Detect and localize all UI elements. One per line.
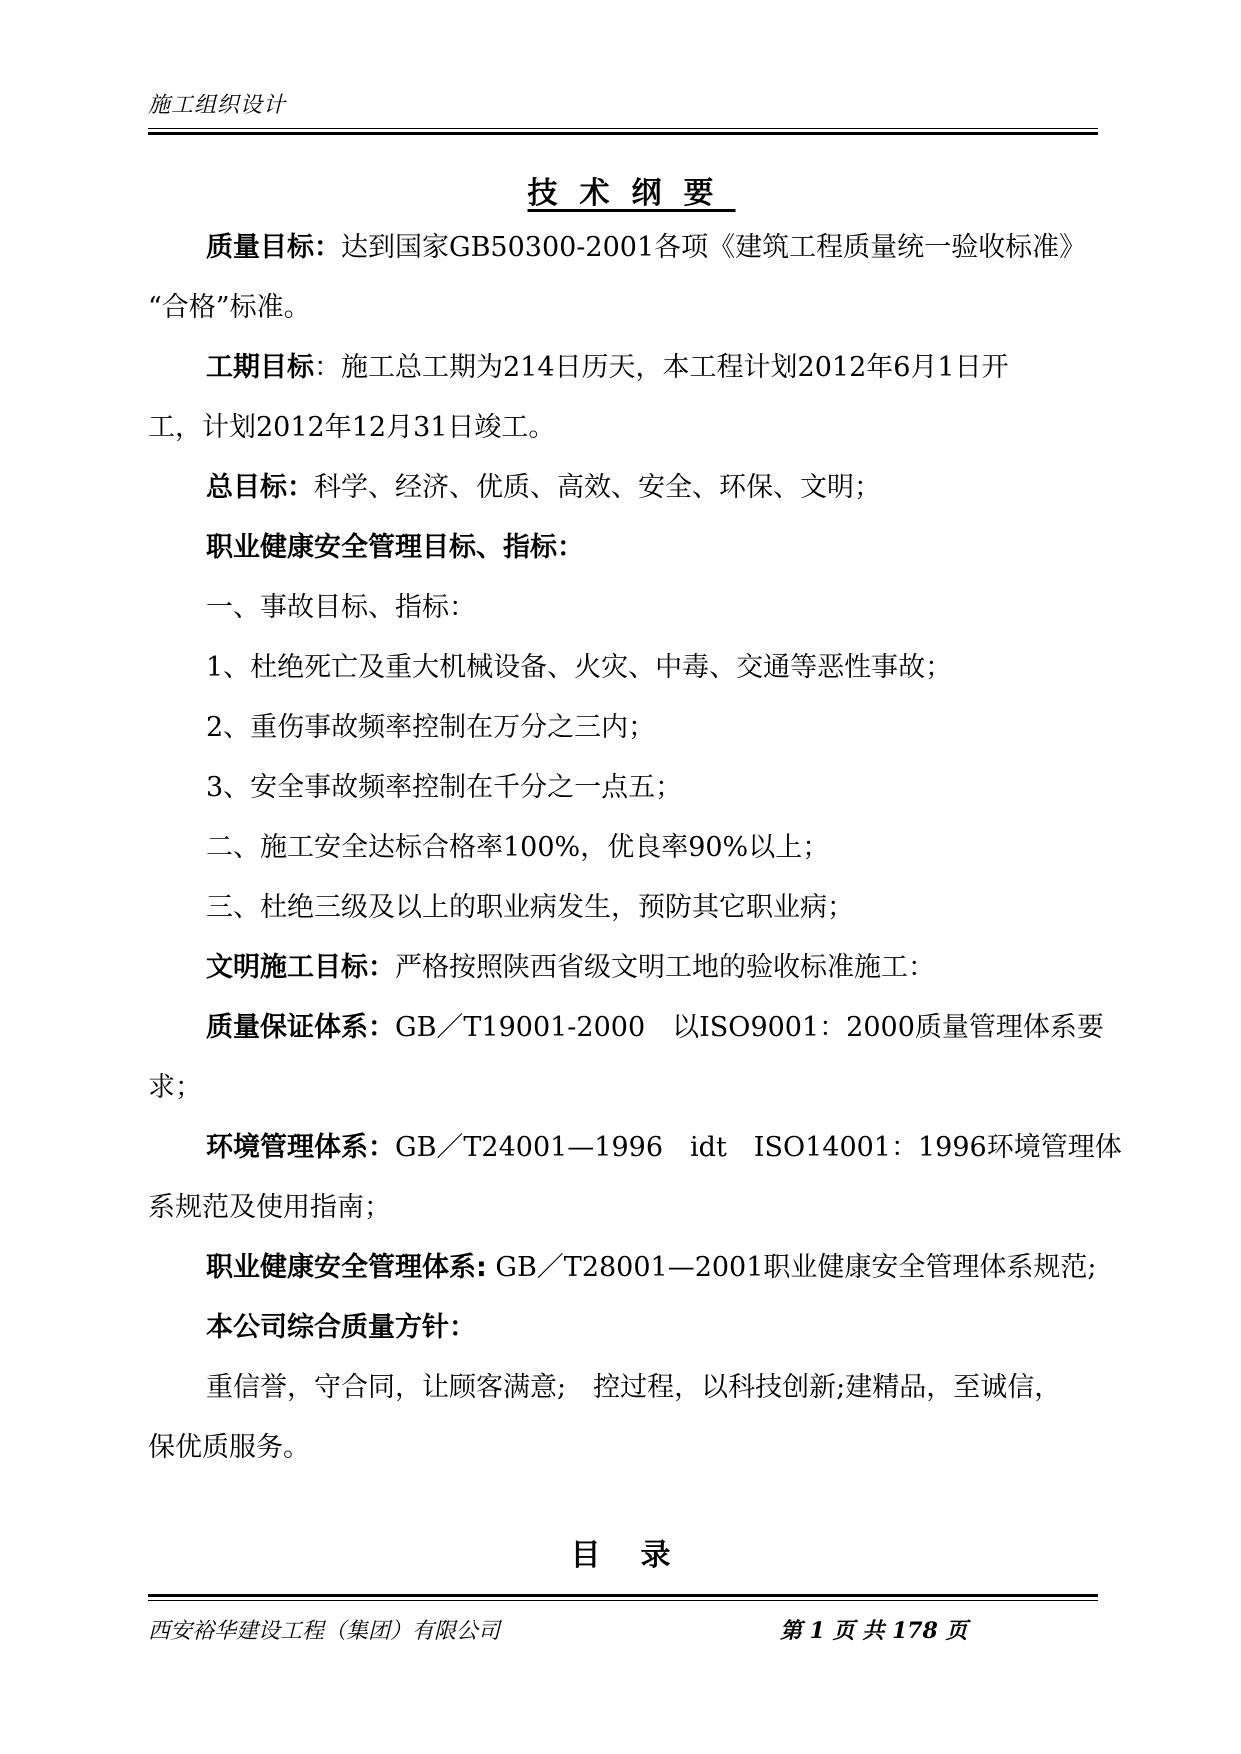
quality-goal-line2: “合格”标准。 [148,292,311,323]
ohs-goals-heading [206,518,1098,578]
civilized-goal-label: 文明施工目标： [206,952,395,983]
overall-goal-label: 总目标： [206,472,314,503]
header-rule-thick [148,132,1098,135]
schedule-goal-line2: 工，计划2012年12月31日竣工。 [148,412,556,443]
env-system-line2: 系规范及使用指南； [148,1192,391,1223]
ohs-system [206,1238,1098,1298]
quality-goal-line1 [206,218,1098,278]
accident-heading: 一、事故目标、指标： [206,592,476,623]
overall-goal-text: 科学、经济、优质、高效、安全、环保、文明； [314,472,881,503]
env-system-label: 环境管理体系： [206,1132,395,1163]
quality-system-text: GB／T19001-2000 以ISO9001：2000质量管理体系要 [395,1012,1104,1043]
ohs-system-text: GB／T28001—2001职业健康安全管理体系规范; [486,1252,1097,1283]
quality-goal-text: 达到国家GB50300-2001各项《建筑工程质量统一验收标准》 [341,232,1087,263]
footer-company: 西安裕华建设工程（集团）有限公司 [148,1619,501,1644]
overall-goal [206,458,1098,518]
ohs-goals-label: 职业健康安全管理目标、指标： [206,532,584,563]
quality-system-line1 [206,998,1104,1058]
footer-page-info: 第 1 页 共 178 页 [780,1618,968,1644]
policy-line2: 保优质服务。 [148,1432,310,1463]
env-system-line1 [206,1118,1122,1178]
ohs-system-label: 职业健康安全管理体系: [206,1252,487,1283]
civilized-goal-text: 严格按照陕西省级文明工地的验收标准施工： [395,952,935,983]
civilized-goal [206,938,1098,998]
page-heading-text: 技术纲要 [527,176,736,211]
header-rule-thin [148,128,1098,129]
item-three: 三、杜绝三级及以上的职业病发生，预防其它职业病； [206,892,854,923]
quality-system-line2: 求； [148,1072,202,1103]
quality-goal-label: 质量目标： [206,232,341,263]
toc-heading: 目录 [570,1538,711,1573]
schedule-goal-line1 [206,338,1098,398]
env-system-text: GB／T24001—1996 idt ISO14001：1996环境管理体 [395,1132,1122,1163]
policy-line1: 重信誉，守合同，让顾客满意; 控过程，以科技创新;建精品，至诚信， [206,1372,1062,1403]
quality-system-label: 质量保证体系： [206,1012,395,1043]
footer-rule-thick [148,1594,1098,1597]
schedule-goal-label: 工期目标 [206,352,314,383]
schedule-goal-text: ：施工总工期为214日历天，本工程计划2012年6月1日开 [314,352,1009,383]
accident-item-2: 2、重伤事故频率控制在万分之三内； [206,712,656,743]
accident-item-3: 3、安全事故频率控制在千分之一点五； [206,772,683,803]
item-two: 二、施工安全达标合格率100%，优良率90%以上； [206,832,830,863]
header-title: 施工组织设计 [148,93,287,118]
footer-rule-thin [148,1600,1098,1601]
policy-label: 本公司综合质量方针： [206,1312,476,1343]
accident-item-1: 1、杜绝死亡及重大机械设备、火灾、中毒、交通等恶性事故； [206,652,953,683]
policy-heading [206,1298,1098,1358]
page-heading [0,168,1241,212]
